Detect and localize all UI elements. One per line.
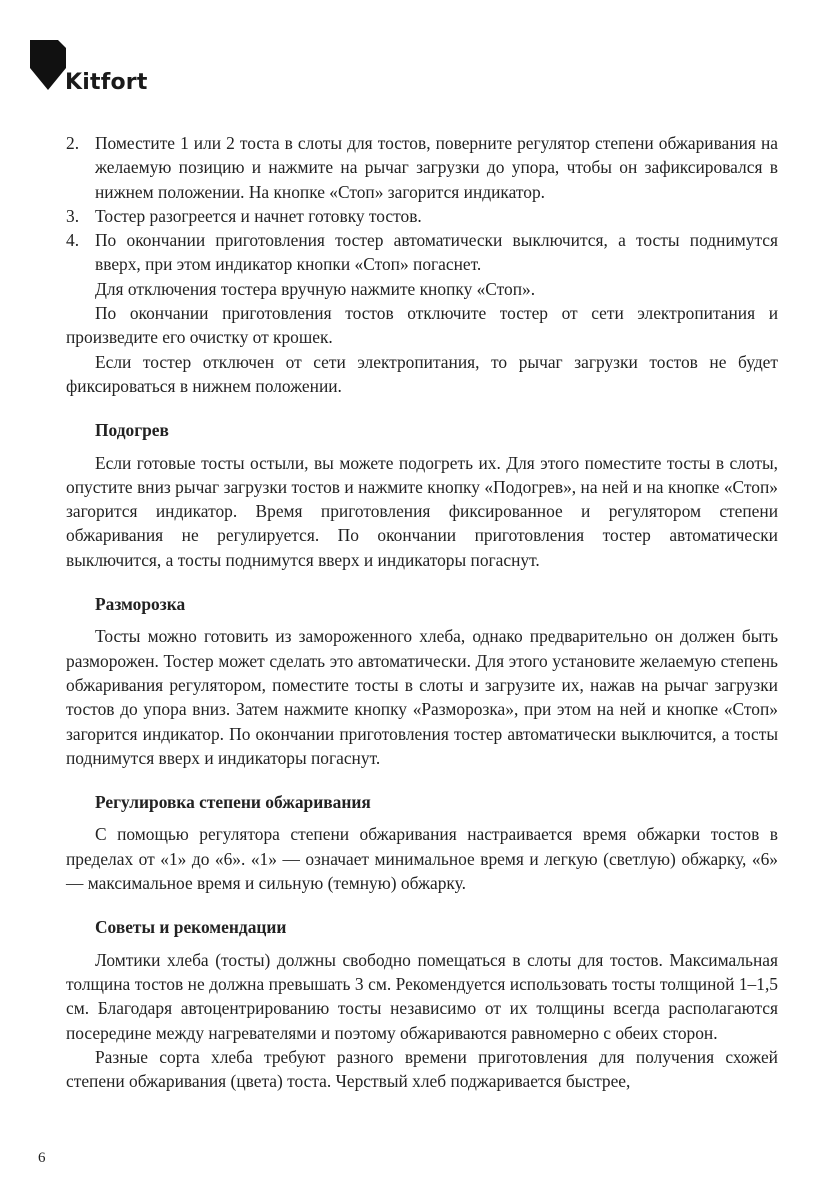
section-heading: Подогрев — [95, 420, 169, 441]
paragraph: С помощью регулятора степени обжаривания настраивается время обжарки тостов в пределах от «1» до «6». «1» — означает минимальное время и легкую (светлую) обжарку, «6» — максимальное время и сильную (темную) обжарку. — [66, 824, 778, 894]
section-heading: Советы и рекомендации — [95, 917, 287, 938]
paragraph: Тосты можно готовить из замороженного хлеба, однако предварительно он должен быть разморожен. Тостер может сделать это автоматически. Для этого установите желаемую степень обжаривания регулятором, поместите тосты в слоты и загрузите их, нажав на рычаг загрузки тостов до упора вниз. Затем нажмите кнопку «Разморозка», при этом на ней и кнопке «Стоп» загорится индикатор. По окончании приготовления тостер автоматически выключится, а тосты поднимутся вверх и индикаторы погаснут. — [66, 626, 778, 768]
list-item — [66, 228, 778, 277]
list-text: Тостер разогреется и начнет готовку тостов. — [95, 205, 422, 226]
list-text: По окончании приготовления тостер автоматически выключится, а тосты поднимутся вверх, при этом индикатор кнопки «Стоп» погаснет. — [95, 230, 778, 275]
paragraph: Если готовые тосты остыли, вы можете подогреть их. Для этого поместите тосты в слоты, опустите вниз рычаг загрузки тостов и нажмите кнопку «Подогрев», на ней и на кнопке «Стоп» загорится индикатор. Время приготовления фиксированное и регулятором степени обжаривания не регулируется. По окончании приготовления тостер автоматически выключится, а тосты поднимутся вверх и индикаторы погаснут. — [66, 452, 778, 570]
stop-note: Для отключения тостера вручную нажмите кнопку «Стоп». — [95, 278, 536, 299]
section-heading: Разморозка — [95, 594, 186, 615]
list-text: Поместите 1 или 2 тоста в слоты для тостов, поверните регулятор степени обжаривания на желаемую позицию и нажмите на рычаг загрузки до упора, чтобы он зафиксировался в нижнем положении. На кнопке «Стоп» загорится индикатор. — [95, 133, 778, 202]
paragraph: Если тостер отключен от сети электропитания, то рычаг загрузки тостов не будет фиксироваться в нижнем положении. — [66, 351, 778, 396]
list-item — [66, 204, 778, 228]
list-item — [66, 131, 778, 204]
paragraph: По окончании приготовления тостов отключите тостер от сети электропитания и произведите его очистку от крошек. — [66, 303, 778, 348]
section-heading: Регулировка степени обжаривания — [95, 792, 371, 813]
page-number: 6 — [38, 1150, 46, 1166]
list-number: 2. — [66, 133, 80, 153]
list-number: 4. — [66, 230, 80, 251]
paragraph: Ломтики хлеба (тосты) должны свободно помещаться в слоты для тостов. Максимальная толщина тостов не должна превышать 3 см. Рекомендуется использовать тосты толщиной 1–1,5 см. Благодаря автоцентрированию тосты независимо от их толщины всегда располагаются посередине между нагревателями и поэтому обжариваются равномерно с обеих сторон. — [66, 949, 778, 1043]
paragraph: Разные сорта хлеба требуют разного времени приготовления для получения схожей степени обжаривания (цвета) тоста. Черствый хлеб поджаривается быстрее, — [66, 1046, 778, 1092]
list-number: 3. — [66, 205, 80, 226]
document-body — [66, 131, 778, 1093]
logo-text: Kitfort — [65, 70, 148, 95]
kitfort-logo-mark-icon — [30, 40, 66, 96]
kitfort-logo — [30, 40, 170, 100]
